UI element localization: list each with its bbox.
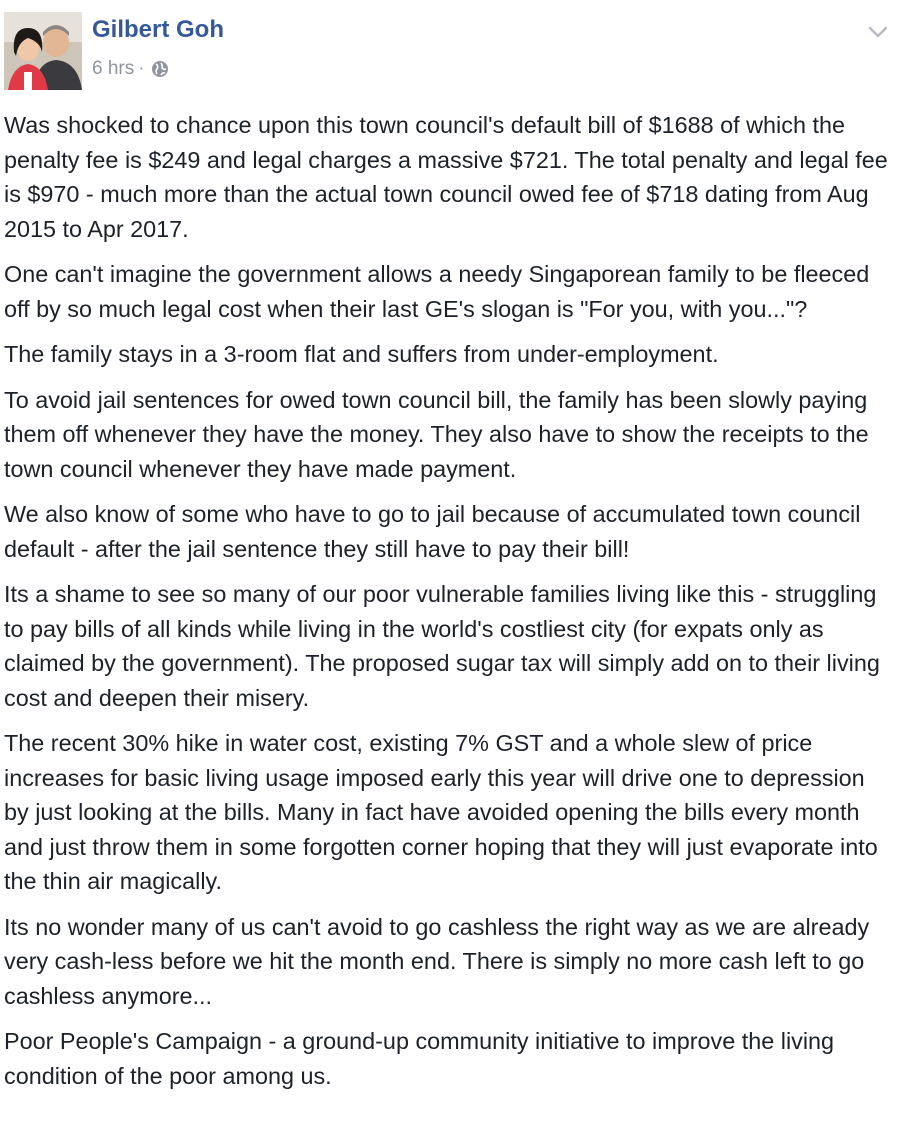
post-paragraph: The family stays in a 3-room flat and suffers from under-employment.: [4, 341, 719, 367]
avatar[interactable]: [4, 12, 82, 90]
post-timestamp[interactable]: 6 hrs: [92, 58, 135, 79]
post-paragraph: One can't imagine the government allows a needy Singaporean family to be fleeced off by so much legal cost when their last GE's slogan is "For you, with you..."?: [4, 261, 870, 322]
chevron-down-icon[interactable]: [864, 18, 892, 46]
globe-icon[interactable]: [151, 60, 169, 78]
post-paragraph: Its a shame to see so many of our poor vulnerable families living like this - struggling to pay bills of all kinds while living in the world's costliest city (for expats only as claimed by the government). The proposed sugar tax will simply add on to their living cost and deepen their misery.: [4, 581, 880, 711]
avatar-photo: [4, 12, 82, 90]
author-name-link[interactable]: Gilbert Goh: [92, 16, 224, 43]
meta-separator: ·: [138, 58, 145, 79]
post-paragraph: We also know of some who have to go to jail because of accumulated town council default - after the jail sentence they still have to pay their bill!: [4, 501, 861, 562]
post-paragraph: The recent 30% hike in water cost, existing 7% GST and a whole slew of price increases for basic living usage imposed early this year will drive one to depression by just looking at the bills. Many in fact have avoided opening the bills every month and just throw them in some forgotten corner hoping that they will just evaporate into the thin air magically.: [4, 730, 878, 894]
post-paragraph: To avoid jail sentences for owed town council bill, the family has been slowly paying them off whenever they have the money. They also have to show the receipts to the town council whenever they have made payment.: [4, 386, 869, 482]
post-paragraph: Was shocked to chance upon this town council's default bill of $1688 of which the penalty fee is $249 and legal charges a massive $721. The total penalty and legal fee is $970 - much more than the actual town council owed fee of $718 dating from Aug 2015 to Apr 2017.: [4, 112, 888, 242]
post-body: [4, 108, 892, 1104]
post-paragraph: Poor People's Campaign - a ground-up community initiative to improve the living condition of the poor among us.: [4, 1028, 835, 1089]
post-meta: [92, 56, 169, 82]
post-header: [4, 12, 896, 92]
post-paragraph: Its no wonder many of us can't avoid to go cashless the right way as we are already very cash-less before we hit the month end. There is simply no more cash left to go cashless anymore...: [4, 913, 870, 1009]
